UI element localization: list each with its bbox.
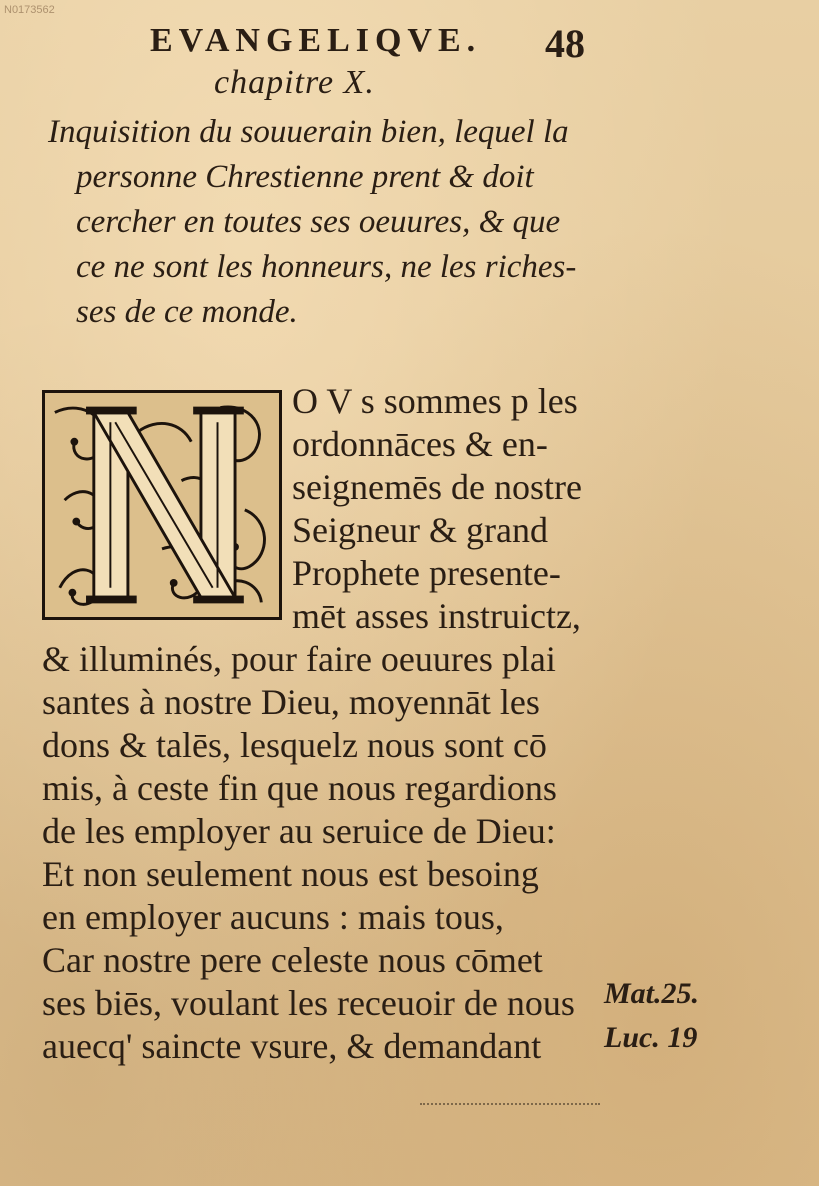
catchword-rule <box>420 1103 600 1105</box>
page-number: 48 <box>545 21 585 66</box>
scan-id-watermark: N0173562 <box>4 4 55 16</box>
summary-line: ce ne sont les honneurs, ne les riches- <box>76 249 577 285</box>
marginal-note-matthew: Mat.25. <box>604 977 700 1010</box>
chapter-title: chapitre X. <box>214 64 375 101</box>
summary-line: Inquisition du souuerain bien, lequel la <box>48 114 569 150</box>
body-line: Et non seulement nous est besoing <box>42 854 539 894</box>
marginal-notes <box>604 972 699 1060</box>
marginal-note-luke: Luc. 19 <box>604 1021 698 1054</box>
body-text <box>42 380 622 1068</box>
page-header <box>150 20 620 70</box>
body-line: seignemēs de nostre <box>292 467 582 507</box>
summary-line: ses de ce monde. <box>76 294 298 330</box>
body-line: Seigneur & grand <box>292 510 548 550</box>
body-line: ordonnāces & en- <box>292 424 548 464</box>
body-line: Prophete presente- <box>292 553 561 593</box>
body-line: dons & talēs, lesquelz nous sont cō <box>42 725 547 765</box>
body-line: mis, à ceste fin que nous regardions <box>42 768 557 808</box>
body-line: Car nostre pere celeste nous cōmet <box>42 940 543 980</box>
summary-line: cercher en toutes ses oeuures, & que <box>76 204 561 240</box>
body-line: & illuminés, pour faire oeuures plai <box>42 639 556 679</box>
body-line: auecq' saincte vsure, & demandant <box>42 1026 542 1066</box>
summary-line: personne Chrestienne prent & doit <box>76 159 534 195</box>
body-line: ses biēs, voulant les receuoir de nous <box>42 983 575 1023</box>
body-line: en employer aucuns : mais tous, <box>42 897 504 937</box>
running-head: EVANGELIQVE. <box>150 22 482 59</box>
body-line: O V s sommes p les <box>292 381 578 421</box>
chapter-summary <box>48 110 628 335</box>
body-line: santes à nostre Dieu, moyennāt les <box>42 682 540 722</box>
body-line: de les employer au seruice de Dieu: <box>42 811 556 851</box>
body-line: mēt asses instruictz, <box>292 596 581 636</box>
